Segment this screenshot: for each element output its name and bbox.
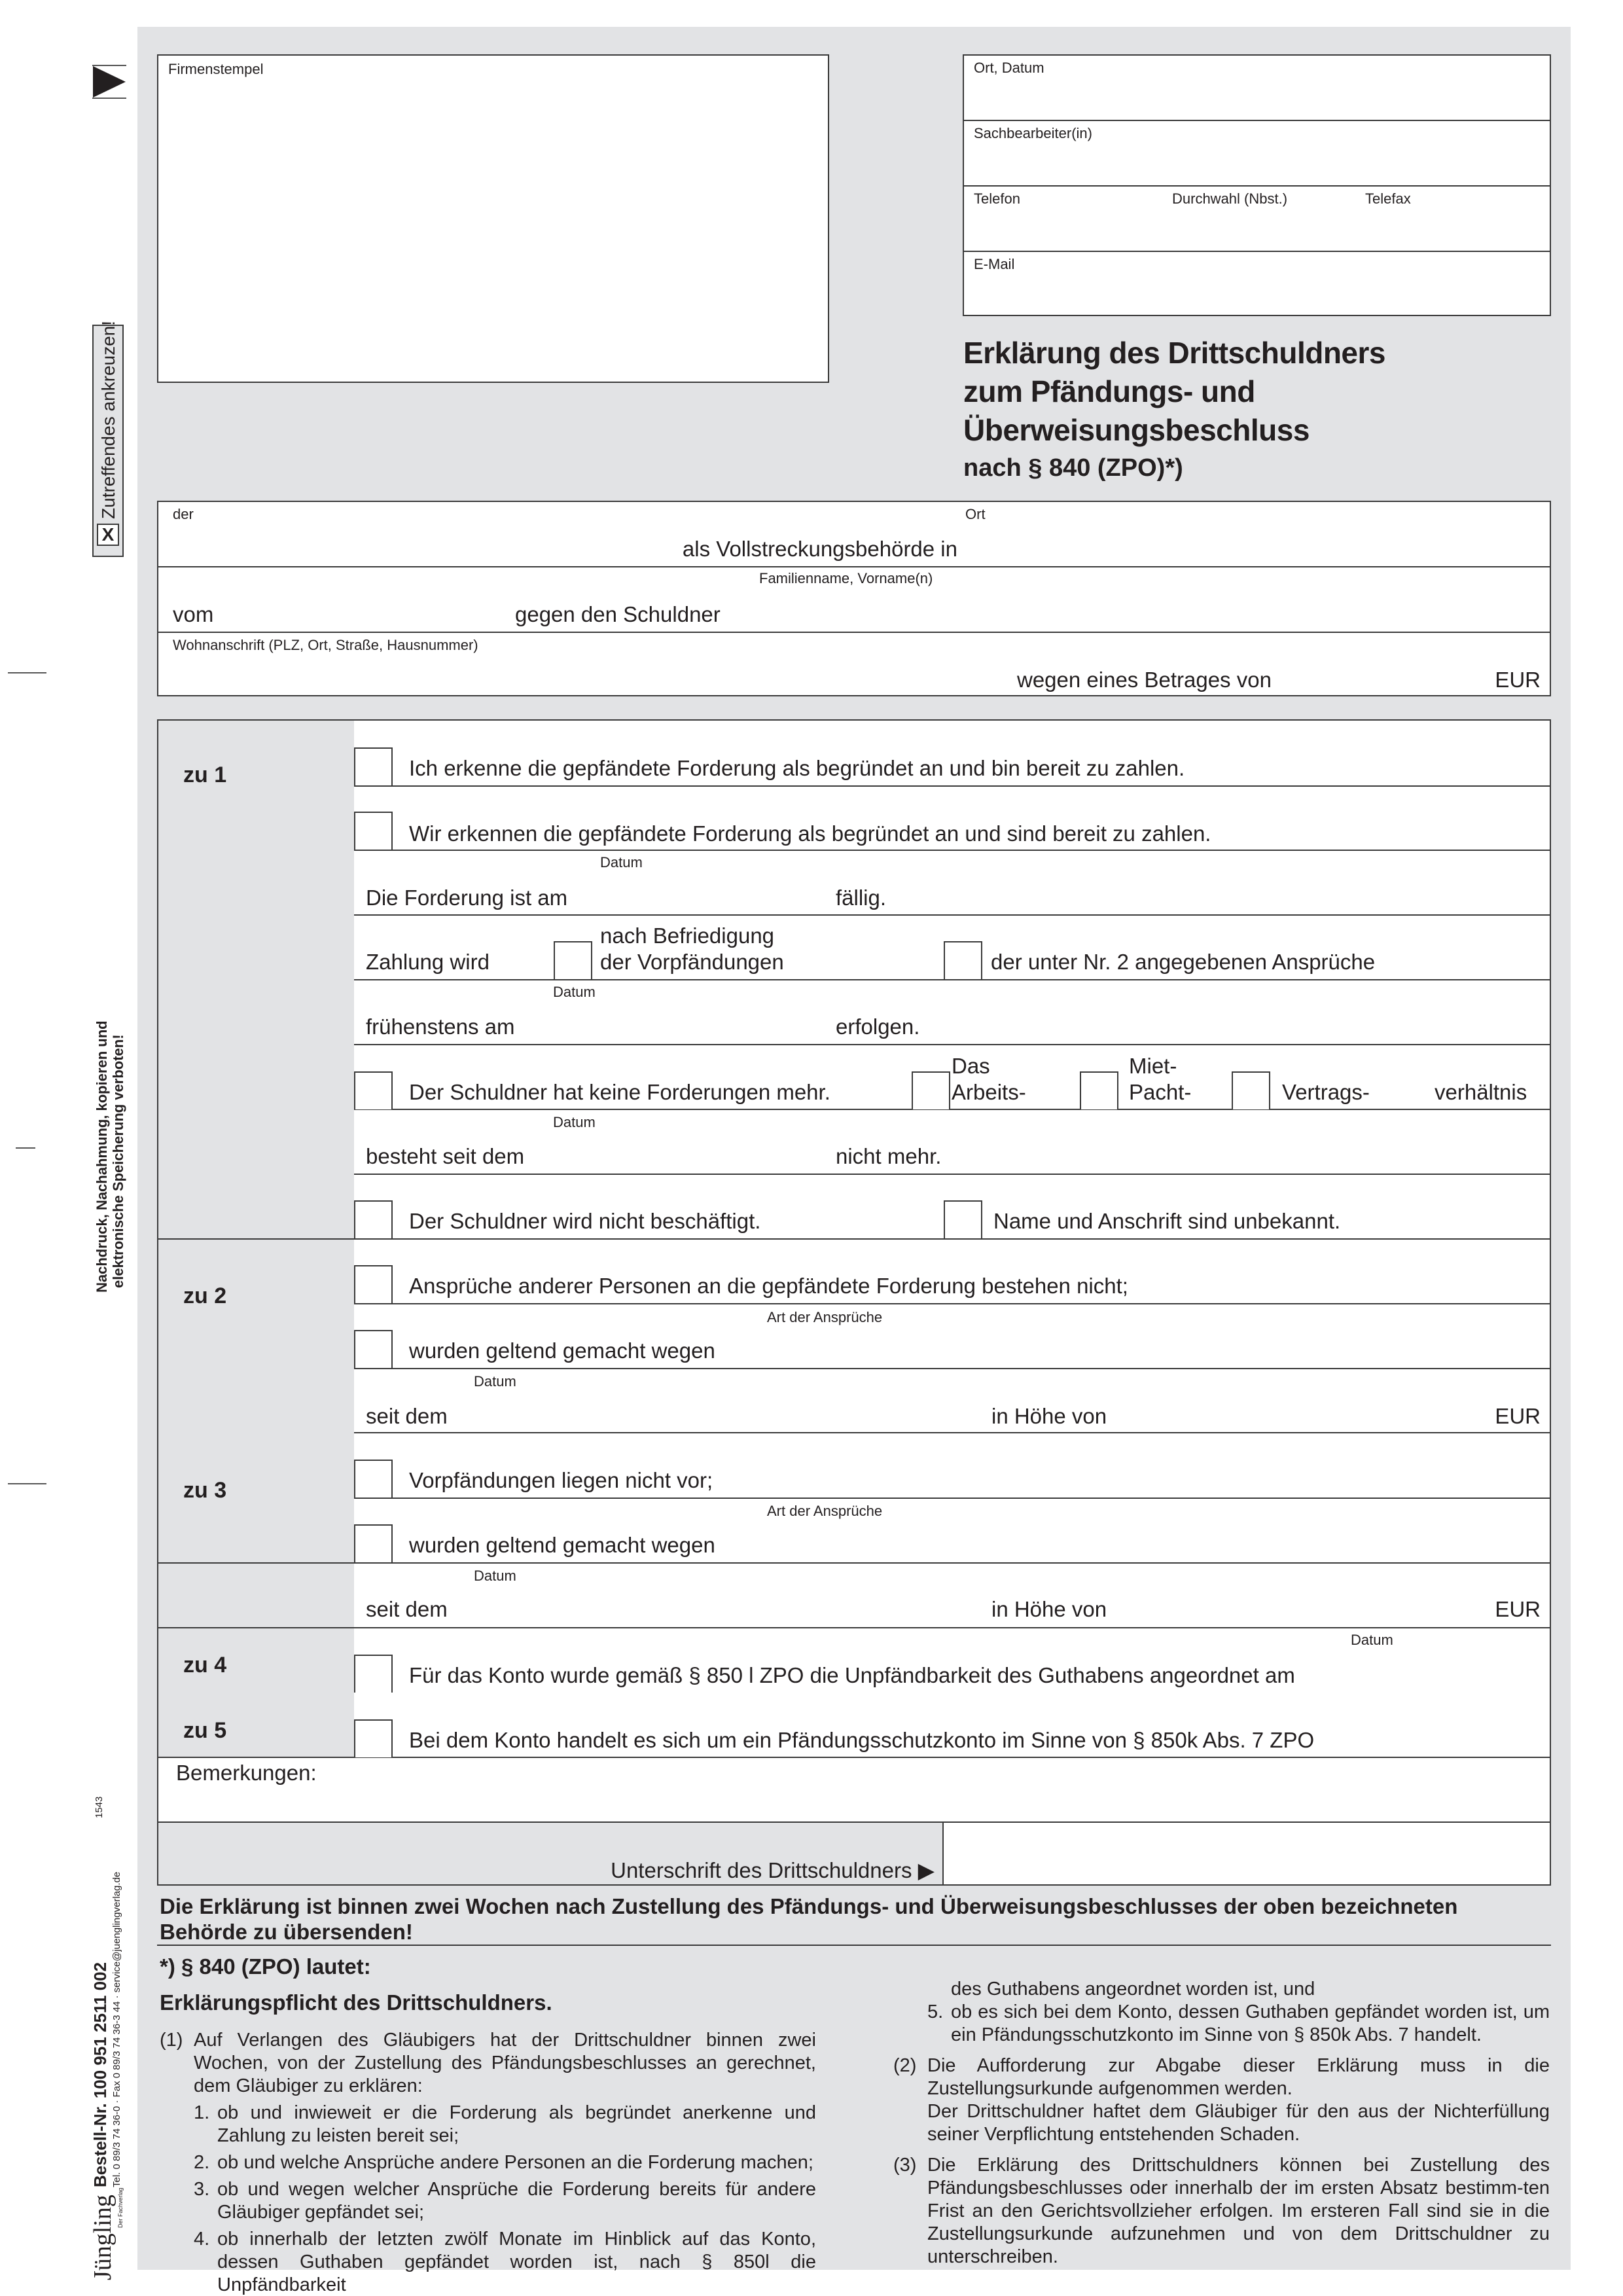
earliest-suffix: erfolgen. <box>836 1014 920 1039</box>
section-divider <box>158 1562 1550 1564</box>
law-text-left <box>160 2029 816 2296</box>
section-label-zu2: zu 2 <box>183 1283 227 1308</box>
checkbox-unknown[interactable] <box>944 1200 982 1238</box>
fold-mark-top <box>8 672 46 673</box>
address-field[interactable] <box>158 633 1550 695</box>
earliest-text: frühenstens am <box>366 1014 515 1039</box>
due-date-text: Die Forderung ist am <box>366 886 568 910</box>
paragraph-text: Die Erklärung des Drittschuldners können bei Zustellung des Pfändungsbeschlusses oder innerhalb der im ersten Absatz bestimm-ten Frist an den Gerichtsvollzieher erfolgen. Im ersteren Fall sind sie in die Zustellungsurkunde aufzunehmen und von dem Drittschuldner zu unterschreiben. <box>927 2155 1550 2267</box>
signature-field[interactable] <box>944 1823 1550 1884</box>
due-datum-label: Datum <box>600 854 643 870</box>
zu3-option-claimed: wurden geltend gemacht wegen <box>409 1533 715 1557</box>
company-stamp-label: Firmenstempel <box>168 61 264 77</box>
payment-text: Zahlung wird <box>366 950 490 974</box>
fax-label: Telefax <box>1365 190 1411 207</box>
row-divider <box>354 1174 1550 1175</box>
vom-label: vom <box>173 602 214 626</box>
zu3-kind-input[interactable] <box>747 1520 1546 1560</box>
row-divider <box>354 1498 1550 1499</box>
paragraph-body <box>927 2054 1550 2146</box>
row-divider <box>354 785 1550 787</box>
checkbox-employment[interactable] <box>912 1071 950 1109</box>
law-subheading: Erklärungspflicht des Drittschuldners. <box>160 1990 552 2015</box>
since-suffix: nicht mehr. <box>836 1144 942 1168</box>
order-number: Bestell-Nr. 100 951 2511 002 <box>90 1962 110 2187</box>
zu3-since-input[interactable] <box>466 1583 832 1623</box>
declaration-form <box>157 719 1551 1886</box>
law-text-right <box>893 1978 1550 2269</box>
company-stamp-field[interactable] <box>157 54 829 383</box>
signature-label: Unterschrift des Drittschuldners ▶ <box>611 1858 935 1882</box>
checkbox-protection-account[interactable] <box>354 1719 393 1757</box>
publisher-contact: Tel. 0 89/3 74 36-0 · Fax 0 89/3 74 36-3 44 · service@juenglingverlag.de <box>111 1871 122 2187</box>
item-text: ob und wegen welcher Ansprüche die Forderung bereits für andere Gläubiger gepfändet sei; <box>217 2179 816 2223</box>
zu2-since-text: seit dem <box>366 1404 448 1428</box>
law-item <box>160 2151 816 2174</box>
publisher-logo: Jüngling <box>89 2195 116 2280</box>
title-line-3: Überweisungsbeschluss <box>963 413 1310 447</box>
item-number: 2. <box>194 2152 210 2173</box>
der-label: der <box>173 506 194 522</box>
zu2-kind-label: Art der Ansprüche <box>767 1309 883 1325</box>
checkbox-not-employed[interactable] <box>354 1200 393 1238</box>
section-divider <box>158 1238 1550 1240</box>
law-item <box>160 2178 816 2224</box>
not-employed-text: Der Schuldner wird nicht beschäftigt. <box>409 1209 761 1233</box>
item-number: 1. <box>194 2102 210 2123</box>
phone-label: Telefon <box>974 190 1020 207</box>
contact-fields <box>963 54 1551 316</box>
row-divider <box>354 979 1550 980</box>
row-divider <box>354 1432 1550 1433</box>
email-field[interactable] <box>964 252 1550 315</box>
since-date-input[interactable] <box>544 1130 819 1170</box>
rel-miet: Miet- <box>1129 1054 1177 1078</box>
instruction-label-box <box>92 320 124 557</box>
rel-pacht: Pacht- <box>1129 1080 1192 1104</box>
zu2-datum-label: Datum <box>474 1373 516 1390</box>
item-text: ob und welche Ansprüche andere Personen an die Forderung machen; <box>217 2152 813 2173</box>
authority-field[interactable] <box>158 502 1550 566</box>
zu3-amount-input[interactable] <box>1120 1583 1487 1623</box>
option-ich-erkenne: Ich erkenne die gepfändete Forderung als begründet an und bin bereit zu zahlen. <box>409 756 1185 780</box>
earliest-datum-label: Datum <box>553 984 596 1000</box>
no-claims-text: Der Schuldner hat keine Forderungen mehr. <box>409 1080 830 1104</box>
place-date-label: Ort, Datum <box>974 60 1044 76</box>
paragraph-number: (2) <box>893 2055 917 2076</box>
payment-option1-line2: der Vorpfändungen <box>600 950 784 974</box>
due-suffix: fällig. <box>836 886 887 910</box>
unknown-text: Name und Anschrift sind unbekannt. <box>993 1209 1341 1233</box>
debtor-name-field[interactable] <box>158 567 1550 632</box>
law-item <box>160 2102 816 2147</box>
zu4-date-input[interactable] <box>1317 1650 1546 1689</box>
since-text: besteht seit dem <box>366 1144 525 1168</box>
checkbox-after-prior-seizures[interactable] <box>554 941 592 979</box>
zu3-kind-label: Art der Ansprüche <box>767 1503 883 1519</box>
row-divider <box>354 1368 1550 1369</box>
item-text: ob innerhalb der letzten zwölf Monate im Hinblick auf das Konto, dessen Guthaben gepfändet worden ist, nach § 850l die Unpfändbarkeit <box>217 2229 816 2295</box>
rel-das: Das <box>952 1054 990 1078</box>
item-text: ob es sich bei dem Konto, dessen Guthaben gepfändet worden ist, um ein Pfändungsschutzkonto im Sinne von § 850k Abs. 7 handelt. <box>951 2001 1550 2045</box>
zu4-datum-label: Datum <box>1351 1632 1393 1648</box>
zu3-amount-text: in Höhe von <box>991 1597 1107 1621</box>
margin-arrow <box>92 65 126 99</box>
paragraph-number: (3) <box>893 2155 917 2176</box>
zu3-option-none: Vorpfändungen liegen nicht vor; <box>409 1468 713 1492</box>
zu2-option-none: Ansprüche anderer Personen an die gepfändete Forderung bestehen nicht; <box>409 1274 1128 1298</box>
checkbox-contract[interactable] <box>1232 1071 1270 1109</box>
item-text: ob und inwieweit er die Forderung als begründet anerkenne und Zahlung zu leisten bereit sei; <box>217 2102 816 2146</box>
zu4-text: Für das Konto wurde gemäß § 850 l ZPO die Unpfändbarkeit des Guthabens angeordnet am <box>409 1663 1295 1687</box>
zu2-amount-text: in Höhe von <box>991 1404 1107 1428</box>
clerk-label: Sachbearbeiter(in) <box>974 125 1092 141</box>
title-line-1: Erklärung des Drittschuldners <box>963 336 1385 370</box>
name-label: Familienname, Vorname(n) <box>759 570 933 586</box>
publisher-tagline: Der Fachverlag <box>117 2187 124 2228</box>
instruction-checkbox <box>97 524 119 546</box>
form-title <box>963 334 1385 450</box>
item4-continuation: des Guthabens angeordnet worden ist, und <box>951 1979 1315 2000</box>
checkbox-no-third-party-claims[interactable] <box>354 1265 393 1303</box>
zu2-since-input[interactable] <box>466 1390 832 1429</box>
currency-label: EUR <box>1495 668 1541 692</box>
against-debtor-text: gegen den Schuldner <box>515 602 721 626</box>
row-divider <box>354 1303 1550 1304</box>
rel-arbeits: Arbeits- <box>952 1080 1026 1104</box>
instruction-label: Zutreffendes ankreuzen! <box>98 320 118 519</box>
title-line-2: zum Pfändungs- und <box>963 374 1255 408</box>
row-divider <box>354 914 1550 916</box>
law-heading: *) § 840 (ZPO) lautet: <box>160 1954 371 1979</box>
checkbox-zu2-claimed[interactable] <box>354 1330 393 1368</box>
payment-option1-line1: nach Befriedigung <box>600 924 775 948</box>
checkbox-no-claims[interactable] <box>354 1071 393 1109</box>
law-item <box>160 2228 816 2296</box>
zu3-datum-label: Datum <box>474 1568 516 1584</box>
rel-vertrags: Vertrags- <box>1282 1080 1370 1104</box>
option-wir-erkennen: Wir erkennen die gepfändete Forderung als begründet an und sind bereit zu zahlen. <box>409 821 1211 846</box>
zu2-amount-input[interactable] <box>1120 1390 1487 1429</box>
extension-label: Durchwahl (Nbst.) <box>1172 190 1288 207</box>
submission-notice: Die Erklärung ist binnen zwei Wochen nach Zustellung des Pfändungs- und Überweisungsbeschlusses der oben bezeichneten Behörde zu übersenden! <box>160 1894 1458 1944</box>
checkbox-unattachable[interactable] <box>354 1655 393 1693</box>
payment-option2: der unter Nr. 2 angegebenen Ansprüche <box>991 950 1376 974</box>
section-label-zu4: zu 4 <box>183 1653 227 1677</box>
right-triangle-icon <box>92 65 126 99</box>
form-code: 1543 <box>94 1796 105 1818</box>
zu3-since-text: seit dem <box>366 1597 448 1621</box>
zu5-text: Bei dem Konto handelt es sich um ein Pfändungsschutzkonto im Sinne von § 850k Abs. 7 ZPO <box>409 1728 1315 1752</box>
row-divider <box>354 1044 1550 1045</box>
due-date-input[interactable] <box>590 871 826 910</box>
footer-divider <box>157 1945 1551 1946</box>
item-number: 3. <box>194 2179 210 2200</box>
item-number: 5. <box>927 2001 944 2022</box>
phone-field[interactable] <box>964 187 1550 251</box>
paragraph-number: (1) <box>160 2030 183 2051</box>
zu3-currency: EUR <box>1495 1597 1541 1621</box>
copyright-line2: elektronische Speicherung verboten! <box>110 1034 126 1288</box>
amount-text: wegen eines Betrages von <box>1017 668 1272 692</box>
zu2-kind-input[interactable] <box>747 1326 1546 1365</box>
paragraph-text: Die Aufforderung zur Abgabe dieser Erklärung muss in die Zustellungsurkunde aufgenommen werden. <box>927 2055 1550 2099</box>
row-divider <box>354 850 1550 851</box>
section-label-zu5: zu 5 <box>183 1718 227 1743</box>
paragraph-text: Der Drittschuldner haftet dem Gläubiger für den aus der Nichterfüllung seiner Verpflichtung entstehenden Schaden. <box>927 2101 1550 2145</box>
checkbox-zu3-claimed[interactable] <box>354 1524 393 1562</box>
remarks-field[interactable] <box>158 1758 1550 1821</box>
earliest-date-input[interactable] <box>544 1001 819 1040</box>
checkbox-wir-erkennen[interactable] <box>354 812 393 850</box>
checkbox-no-prior-seizures[interactable] <box>354 1460 393 1498</box>
since-datum-label: Datum <box>553 1114 596 1130</box>
law-paragraph-1 <box>160 2029 816 2098</box>
authority-text: als Vollstreckungsbehörde in <box>682 537 957 561</box>
rel-verhaeltnis: verhältnis <box>1435 1080 1527 1104</box>
checkbox-rent-lease[interactable] <box>1080 1071 1118 1109</box>
form-subtitle: nach § 840 (ZPO)*) <box>963 454 1183 482</box>
zu2-currency: EUR <box>1495 1404 1541 1428</box>
place-date-field[interactable] <box>964 56 1550 120</box>
paragraph-text: Auf Verlangen des Gläubigers hat der Drittschuldner binnen zwei Wochen, von der Zustellung des Pfändungsbeschlusses an gerechnet, dem Gläubiger zu erklären: <box>194 2030 816 2096</box>
section-label-zu3: zu 3 <box>183 1478 227 1503</box>
law-paragraph-3 <box>893 2154 1550 2269</box>
fold-mark-bottom <box>8 1483 46 1484</box>
zu2-option-claimed: wurden geltend gemacht wegen <box>409 1338 715 1363</box>
law-paragraph-2 <box>893 2054 1550 2146</box>
section-divider <box>158 1627 1550 1628</box>
punch-mark <box>16 1147 35 1149</box>
remarks-label: Bemerkungen: <box>176 1761 317 1785</box>
address-label: Wohnanschrift (PLZ, Ort, Straße, Hausnummer) <box>173 637 478 653</box>
law-item <box>893 2001 1550 2047</box>
email-label: E-Mail <box>974 256 1015 272</box>
checkbox-ich-erkenne[interactable] <box>354 747 393 785</box>
ort-label: Ort <box>965 506 986 522</box>
copyright-line1: Nachdruck, Nachahmung, kopieren und <box>94 1020 110 1293</box>
item-number: 4. <box>194 2229 210 2250</box>
checkbox-nr2-claims[interactable] <box>944 941 982 979</box>
row-divider <box>354 1109 1550 1110</box>
section-label-zu1: zu 1 <box>183 762 227 787</box>
check-mark-icon: X <box>101 524 115 545</box>
authority-box <box>157 501 1551 696</box>
clerk-field[interactable] <box>964 121 1550 185</box>
